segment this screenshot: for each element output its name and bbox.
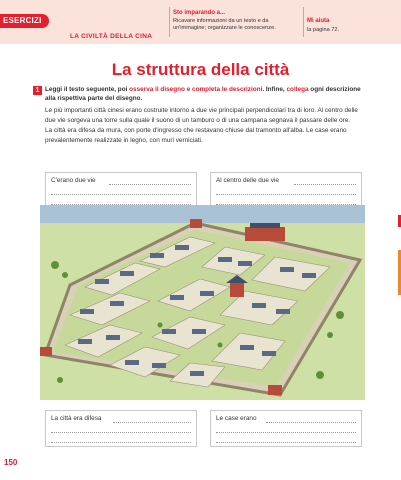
objective-title: Sto imparando a... <box>173 10 226 16</box>
answer-line[interactable] <box>109 184 191 185</box>
exercise-instruction: Leggi il testo seguente, poi osserva il disegno e completa le descrizioni. Infine, collega ogni descrizione alla rispettiva parte del disegno. <box>45 86 361 102</box>
answer-line[interactable] <box>216 194 356 195</box>
page-number: 150 <box>4 458 18 467</box>
answer-prompt: C'erano due vie <box>51 177 96 184</box>
answer-line[interactable] <box>216 442 356 443</box>
exercise-number: 1 <box>33 86 42 95</box>
answer-prompt: Le case erano <box>216 415 257 422</box>
city-illustration <box>40 205 365 400</box>
answer-line[interactable] <box>266 422 356 423</box>
unit-title: LA CIVILTÀ DELLA CINA <box>70 33 153 40</box>
answer-box-houses[interactable] <box>210 410 362 447</box>
paragraph: La città era difesa da mura, con porte d'ingresso che restavano chiuse dal tramonto all'alba. Le case erano prevalentemente realizzate in legno, con muri verniciati. <box>45 127 347 144</box>
answer-line[interactable] <box>51 442 191 443</box>
section-tag: ESERCIZI <box>0 14 49 28</box>
answer-prompt: La città era difesa <box>51 415 102 422</box>
page-title: La struttura della città <box>111 60 290 79</box>
help-title: Mi aiuta <box>307 18 330 24</box>
answer-line[interactable] <box>216 432 356 433</box>
answer-prompt: Al centro delle due vie <box>216 177 279 184</box>
reading-text <box>45 106 365 146</box>
paragraph: Le più importanti città cinesi erano costruite intorno a due vie principali perpendicolari tra di loro. Al centro delle due vie sorgeva una torre sulla quale il suono di un tamburo o di una campana segnava il passare delle ore. <box>45 107 358 124</box>
answer-line[interactable] <box>113 422 191 423</box>
objective-text: Ricavare informazioni da un testo e da un'immagine; organizzare le conoscenze. <box>173 18 276 32</box>
header-separator <box>303 7 304 37</box>
help-text: la pagina 72. <box>307 27 340 33</box>
answer-line[interactable] <box>294 184 356 185</box>
header-separator <box>169 7 170 37</box>
answer-line[interactable] <box>51 432 191 433</box>
answer-line[interactable] <box>51 194 191 195</box>
answer-box-center[interactable] <box>210 172 362 209</box>
answer-box-walls[interactable] <box>45 410 197 447</box>
answer-box-roads[interactable] <box>45 172 197 209</box>
